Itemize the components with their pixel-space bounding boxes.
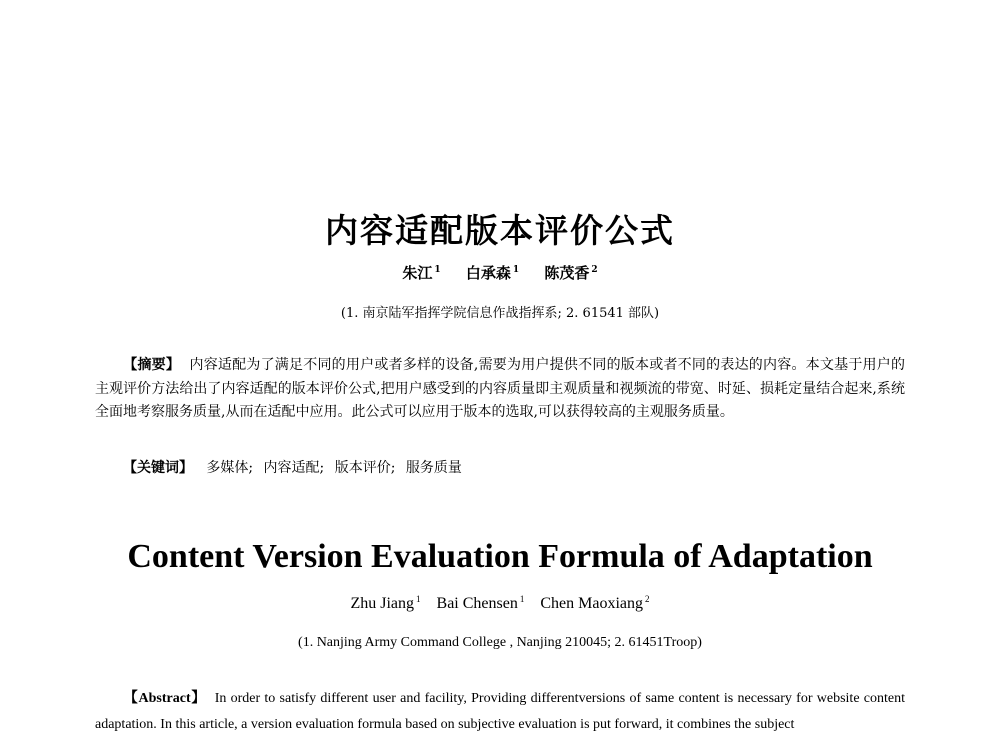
chinese-abstract: [95, 354, 905, 425]
english-abstract-label: 【Abstract】: [123, 691, 207, 706]
chinese-author: [402, 264, 440, 282]
english-author: [437, 595, 525, 612]
chinese-affiliation: (1. 南京陆军指挥学院信息作战指挥系; 2. 61541 部队): [340, 306, 660, 321]
author-name: Chen Maoxiang: [540, 595, 644, 613]
author-affiliation-mark: 1: [512, 265, 520, 275]
author-name: 陈茂香: [544, 264, 590, 282]
author-name: Zhu Jiang: [350, 595, 415, 613]
chinese-author: [466, 264, 519, 282]
chinese-keywords-label: 【关键词】: [123, 460, 193, 476]
author-affiliation-mark: 2: [645, 594, 650, 604]
keyword: 服务质量: [405, 460, 462, 476]
chinese-abstract-label: 【摘要】: [123, 357, 181, 373]
english-author: [350, 595, 420, 612]
english-abstract-text: In order to satisfy different user and facility, Providing differentversions of same content is necessary for website content adaptation. In this article, a version evaluation formula based on subjective evaluation is put forward, it combines the subject: [95, 691, 906, 732]
english-title: Content Version Evaluation Formula of Adaptation: [127, 538, 873, 575]
author-affiliation-mark: 1: [434, 265, 441, 275]
english-authors: [0, 594, 1000, 613]
chinese-abstract-text: 内容适配为了满足不同的用户或者多样的设备,需要为用户提供不同的版本或者不同的表达的内容。本文基于用户的主观评价方法给出了内容适配的版本评价公式,把用户感受到的内容质量即主观质量和视频流的带宽、时延、损耗定量结合起来,系统全面地考察服务质量,从而在适配中应用。此公式可以应用于版本的选取,可以获得较高的主观服务质量。: [95, 357, 906, 420]
chinese-keywords: [123, 457, 905, 480]
keyword: 版本评价;: [334, 460, 396, 476]
chinese-authors: [0, 262, 1000, 283]
author-name: Bai Chensen: [436, 595, 518, 613]
keyword: 内容适配;: [263, 460, 325, 476]
author-affiliation-mark: 2: [591, 265, 598, 275]
author-name: 朱江: [402, 264, 433, 282]
keyword: 多媒体;: [206, 460, 254, 476]
chinese-author: [544, 264, 597, 282]
english-author: [540, 595, 649, 612]
author-affiliation-mark: 1: [416, 594, 421, 604]
author-name: 白承森: [465, 264, 511, 282]
author-affiliation-mark: 1: [519, 594, 525, 604]
english-affiliation: (1. Nanjing Army Command College , Nanjing 210045; 2. 61451Troop): [298, 635, 702, 650]
chinese-title: 内容适配版本评价公式: [325, 211, 675, 250]
english-abstract: [95, 686, 905, 738]
